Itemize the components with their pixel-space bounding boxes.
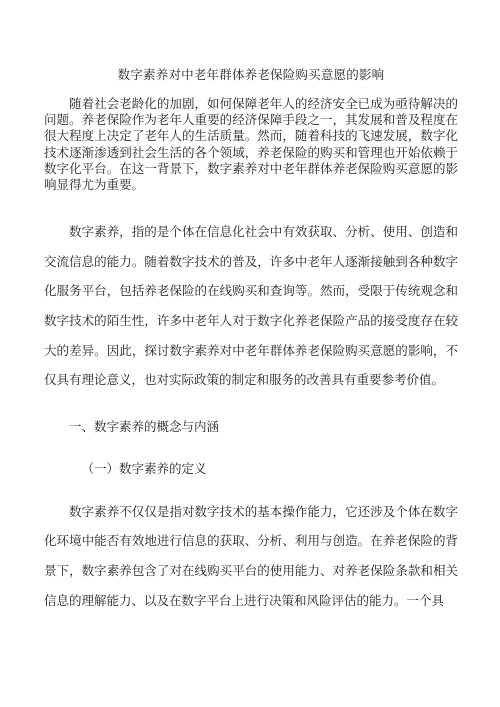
document-title: 数字素养对中老年群体养老保险购买意愿的影响 bbox=[117, 67, 385, 82]
subsection-heading: （一）数字素养的定义 bbox=[81, 460, 207, 476]
body-paragraph: 数字素养，指的是个体在信息化社会中有效获取、分析、使用、创造和交流信息的能力。随着数字技术的普及，许多中老年人逐渐接触到各种数字化服务平台，包括养老保险的在线购买和查询等。然而，受限于传统观念和数字技术的陌生性，许多中老年人对于数字化养老保险产品的接受度存在较大的差异。因此，探讨数字素养对中老年群体养老保险购买意愿的影响，不仅具有理论意义，也对实际政策的制定和服务的改善具有重要参考价值。 bbox=[44, 224, 458, 388]
intro-paragraph: 随着社会老龄化的加剧，如何保障老年人的经济安全已成为亟待解决的问题。养老保险作为老年人重要的经济保障手段之一，其发展和普及程度在很大程度上决定了老年人的生活质量。然而，随着科技的飞速发展，数字化技术逐渐渗透到社会生活的各个领域，养老保险的购买和管理也开始依赖于数字化平台。在这一背景下，数字素养对中老年群体养老保险购买意愿的影响显得尤为重要。 bbox=[44, 96, 458, 193]
body-paragraph: 数字素养不仅仅是指对数字技术的基本操作能力，它还涉及个体在数字化环境中能否有效地进行信息的获取、分析、利用与创造。在养老保险的背景下，数字素养包含了对在线购买平台的使用能力、对养老保险条款和相关信息的理解能力、以及在数字平台上进行决策和风险评估的能力。一个具 bbox=[44, 503, 458, 608]
section-heading: 一、数字素养的概念与内涵 bbox=[69, 418, 220, 434]
